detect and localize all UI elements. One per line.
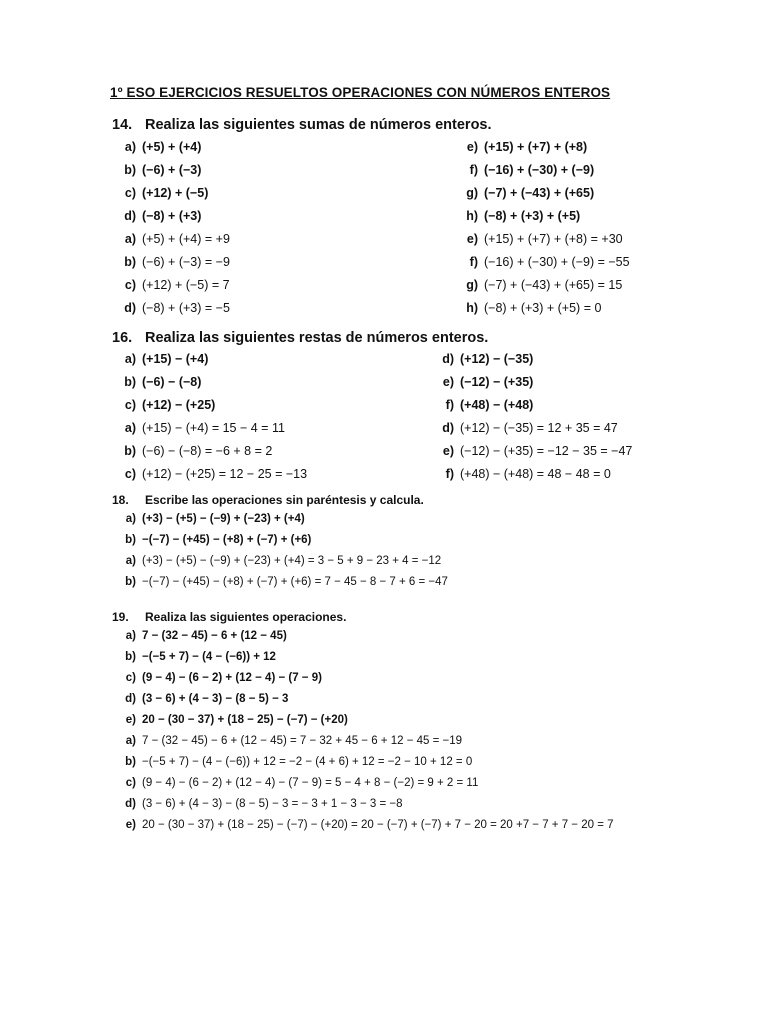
problem-item: c) (+12) − (+25) — [124, 398, 216, 412]
answer-item: e) 20 − (30 − 37) + (18 − 25) − (−7) − (+20) = 20 − (−7) + (−7) + 7 − 20 = 20 +7 − 7 + 7 − 20 = 7 — [125, 819, 614, 831]
problem-item: a) (+5) + (+4) — [124, 140, 202, 154]
problem-item: d) (−8) + (+3) — [124, 209, 202, 223]
section-title: Realiza las siguientes restas de números enteros. — [145, 330, 489, 346]
problem-item: b) −(−7) − (+45) − (+8) + (−7) + (+6) — [125, 534, 312, 546]
section-14 — [112, 114, 672, 324]
section-heading — [112, 114, 672, 136]
section-number: 14. — [112, 117, 133, 133]
answer-item: b) (−6) + (−3) = −9 — [124, 255, 230, 269]
problem-item: b) (−6) − (−8) — [124, 375, 202, 389]
problem-item: a) (+3) − (+5) − (−9) + (−23) + (+4) — [125, 513, 305, 525]
section-number: 16. — [112, 330, 133, 346]
section-heading — [112, 489, 672, 511]
section-number: 18. — [112, 493, 129, 507]
answer-item: c) (+12) + (−5) = 7 — [124, 278, 230, 292]
problem-item: f) (+48) − (+48) — [445, 398, 534, 412]
answer-item: b) −(−5 + 7) − (4 − (−6)) + 12 = −2 − (4 + 6) + 12 = −2 − 10 + 12 = 0 — [125, 756, 473, 768]
problem-item: c) (+12) + (−5) — [124, 186, 209, 200]
section-heading — [112, 606, 712, 628]
problem-item: b) −(−5 + 7) − (4 − (−6)) + 12 — [125, 651, 276, 663]
problem-item: f) (−16) + (−30) + (−9) — [469, 163, 595, 177]
problem-item: d) (+12) − (−35) — [442, 352, 534, 366]
problem-item: h) (−8) + (+3) + (+5) — [466, 209, 581, 223]
answer-item: d) (−8) + (+3) = −5 — [124, 301, 230, 315]
problem-item: d) (3 − 6) + (4 − 3) − (8 − 5) − 3 — [125, 693, 289, 705]
answer-item: f) (−16) + (−30) + (−9) = −55 — [469, 255, 630, 269]
answer-item: h) (−8) + (+3) + (+5) = 0 — [466, 301, 602, 315]
section-heading — [112, 327, 672, 349]
answer-item: a) (+3) − (+5) − (−9) + (−23) + (+4) = 3 − 5 + 9 − 23 + 4 = −12 — [125, 555, 442, 567]
section-title: Escribe las operaciones sin paréntesis y calcula. — [145, 493, 424, 507]
problem-item: a) (+15) − (+4) — [124, 352, 209, 366]
problem-item: c) (9 − 4) − (6 − 2) + (12 − 4) − (7 − 9) — [125, 672, 322, 684]
problem-item: e) 20 − (30 − 37) + (18 − 25) − (−7) − (+20) — [125, 714, 348, 726]
answer-item: a) 7 − (32 − 45) − 6 + (12 − 45) = 7 − 32 + 45 − 6 + 12 − 45 = −19 — [125, 735, 463, 747]
problem-item: a) 7 − (32 − 45) − 6 + (12 − 45) — [125, 630, 287, 642]
answer-item: c) (9 − 4) − (6 − 2) + (12 − 4) − (7 − 9) = 5 − 4 + 8 − (−2) = 9 + 2 = 11 — [125, 777, 479, 789]
problem-item: e) (−12) − (+35) — [442, 375, 534, 389]
answer-item: a) (+15) − (+4) = 15 − 4 = 11 — [124, 421, 285, 435]
section-18 — [112, 489, 672, 599]
answer-item: e) (+15) + (+7) + (+8) = +30 — [466, 232, 623, 246]
section-title: Realiza las siguientes sumas de números enteros. — [145, 117, 492, 133]
section-title: Realiza las siguientes operaciones. — [145, 610, 347, 624]
answer-item: b) −(−7) − (+45) − (+8) + (−7) + (+6) = 7 − 45 − 8 − 7 + 6 = −47 — [125, 576, 448, 588]
section-16 — [112, 327, 672, 487]
answer-item: d) (3 − 6) + (4 − 3) − (8 − 5) − 3 = − 3 + 1 − 3 − 3 = −8 — [125, 798, 403, 810]
answer-item: b) (−6) − (−8) = −6 + 8 = 2 — [124, 444, 273, 458]
answer-item: a) (+5) + (+4) = +9 — [124, 232, 230, 246]
problem-item: b) (−6) + (−3) — [124, 163, 202, 177]
problem-item: g) (−7) + (−43) + (+65) — [466, 186, 595, 200]
answer-item: g) (−7) + (−43) + (+65) = 15 — [466, 278, 623, 292]
answer-item: c) (+12) − (+25) = 12 − 25 = −13 — [124, 467, 308, 481]
section-19 — [112, 606, 712, 836]
section-number: 19. — [112, 610, 129, 624]
answer-item: d) (+12) − (−35) = 12 + 35 = 47 — [442, 421, 618, 435]
answer-item: e) (−12) − (+35) = −12 − 35 = −47 — [442, 444, 633, 458]
page-title: 1º ESO EJERCICIOS RESUELTOS OPERACIONES CON NÚMEROS ENTEROS — [110, 85, 611, 100]
answer-item: f) (+48) − (+48) = 48 − 48 = 0 — [445, 467, 611, 481]
problem-item: e) (+15) + (+7) + (+8) — [466, 140, 588, 154]
